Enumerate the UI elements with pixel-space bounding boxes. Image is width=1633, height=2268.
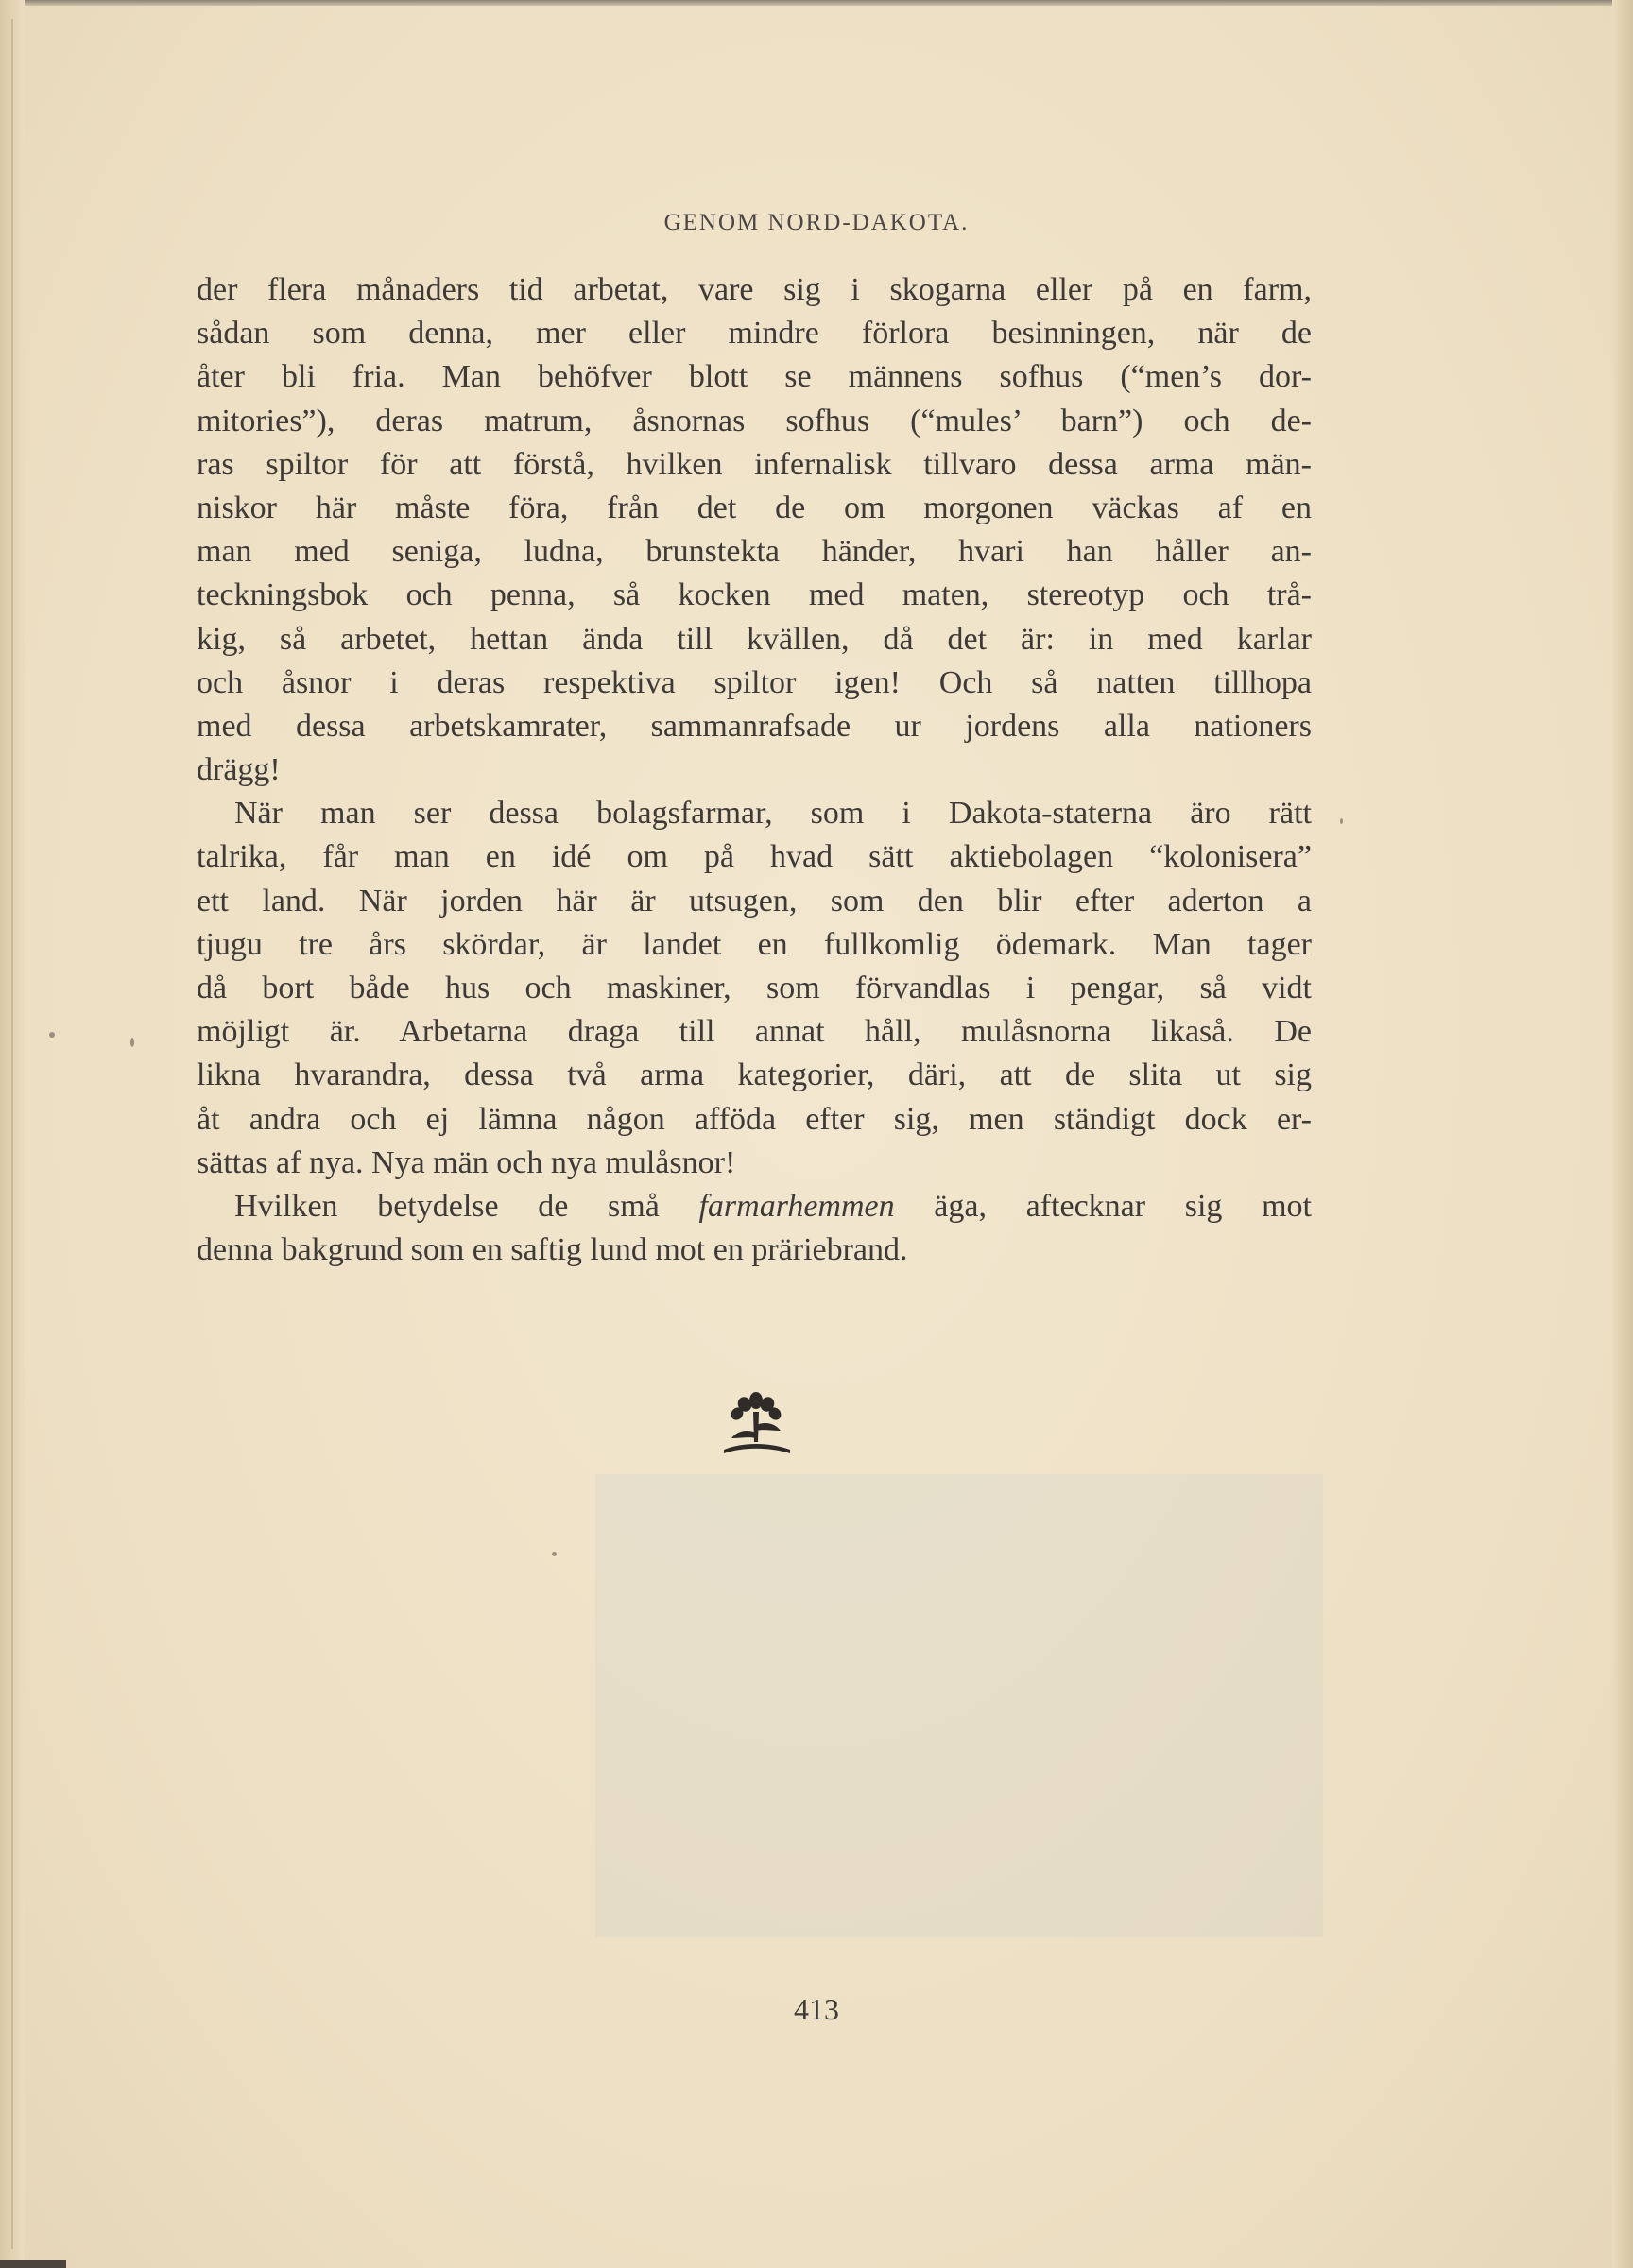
text-line: teckningsbok och penna, så kocken med maten, stereotyp och trå- bbox=[197, 577, 1312, 613]
page-top-edge bbox=[0, 0, 1633, 6]
text-line: niskor här måste föra, från det de om morgonen väckas af en bbox=[197, 490, 1312, 525]
text-line: sådan som denna, mer eller mindre förlora besinningen, när de bbox=[197, 316, 1312, 352]
text-line: likna hvarandra, dessa två arma kategorier, däri, att de slita ut sig bbox=[197, 1057, 1312, 1093]
paper-speck bbox=[1340, 818, 1343, 824]
text-line: och åsnor i deras respektiva spiltor igen! Och så natten tillhopa bbox=[197, 664, 1312, 700]
text-line: åter bli fria. Man behöfver blott se männens sofhus (“men’s dor- bbox=[197, 359, 1312, 395]
text-segment: äga, aftecknar sig mot bbox=[894, 1188, 1312, 1224]
page-right-edge bbox=[1612, 0, 1633, 2268]
text-line: möjligt är. Arbetarna draga till annat håll, mulåsnorna likaså. De bbox=[197, 1014, 1312, 1050]
fleuron-icon bbox=[714, 1387, 798, 1463]
paper-speck bbox=[552, 1552, 557, 1556]
text-line: der flera månaders tid arbetat, vare sig i skogarna eller på en farm, bbox=[197, 272, 1312, 307]
binding-line bbox=[11, 19, 13, 2249]
text-line: ett land. När jorden här är utsugen, som den blir efter aderton a bbox=[197, 883, 1312, 919]
text-line: åt andra och ej lämna någon afföda efter sig, men ständigt dock er- bbox=[197, 1101, 1312, 1137]
paper-speck bbox=[130, 1038, 134, 1047]
text-line: kig, så arbetet, hettan ända till kvällen, då det är: in med karlar bbox=[197, 621, 1312, 657]
text-line: När man ser dessa bolagsfarmar, som i Dakota-staterna äro rätt bbox=[234, 796, 1312, 832]
text-line: med dessa arbetskamrater, sammanrafsade ur jordens alla nationers bbox=[197, 708, 1312, 744]
running-head: GENOM NORD-DAKOTA. bbox=[663, 210, 970, 235]
text-line: sättas af nya. Nya män och nya mulåsnor! bbox=[197, 1144, 736, 1180]
show-through-shadow bbox=[595, 1474, 1323, 1937]
text-line: drägg! bbox=[197, 752, 281, 788]
text-line: då bort både hus och maskiner, som förvandlas i pengar, så vidt bbox=[197, 971, 1312, 1005]
body-text bbox=[197, 268, 1312, 1272]
text-line: talrika, får man en idé om på hvad sätt aktiebolagen “kolonisera” bbox=[197, 839, 1312, 875]
text-line bbox=[197, 1185, 1312, 1228]
paper-speck bbox=[49, 1032, 55, 1038]
text-line: denna bakgrund som en saftig lund mot en präriebrand. bbox=[197, 1232, 908, 1268]
text-line: tjugu tre års skördar, är landet en fullkomlig ödemark. Man tager bbox=[197, 926, 1312, 962]
emphasized-word: farmarhemmen bbox=[698, 1188, 895, 1224]
page-corner-mark bbox=[0, 2260, 66, 2268]
text-line: mitories”), deras matrum, åsnornas sofhus (“mules’ barn”) och de- bbox=[197, 403, 1312, 438]
text-line: man med seniga, ludna, brunstekta händer, hvari han håller an- bbox=[197, 534, 1312, 570]
page-number: 413 bbox=[794, 1992, 839, 2026]
text-line: ras spiltor för att förstå, hvilken infernalisk tillvaro dessa arma män- bbox=[197, 446, 1312, 482]
text-segment: Hvilken betydelse de små bbox=[234, 1188, 699, 1224]
